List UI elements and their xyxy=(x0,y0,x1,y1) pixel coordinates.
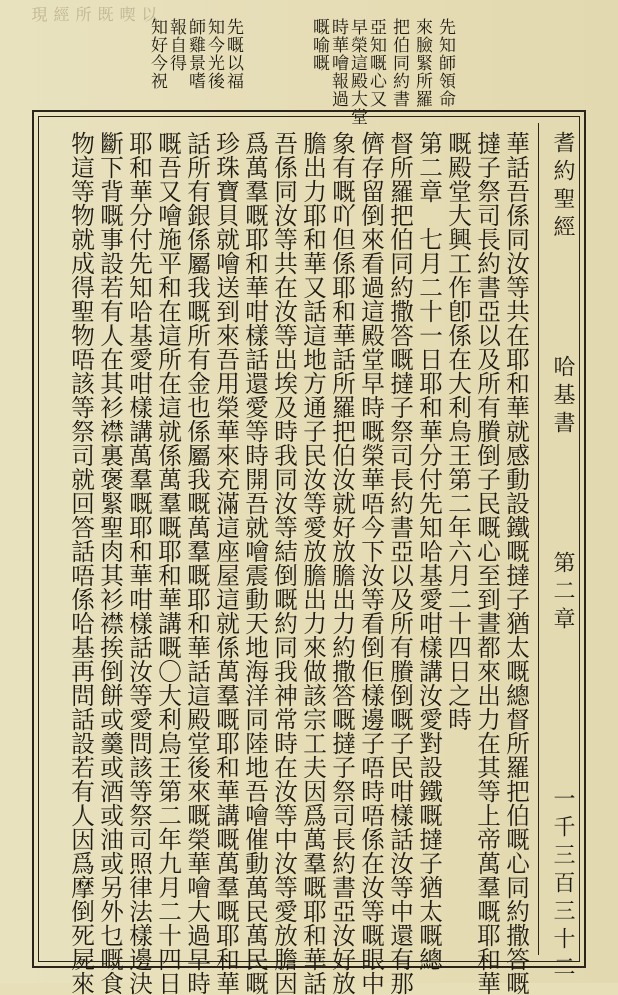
text-frame xyxy=(32,110,586,995)
text-column: 儕存留倒來看過這殿堂早時嘅榮華唔今下汝等看倒佢樣邊子唔時唔係在汝等嘅眼中 xyxy=(357,131,385,995)
text-column: 物這等物就成得聖物唔該等祭司就回答話唔係哈基再問話設若有人因爲摩倒死屍來 xyxy=(67,131,95,995)
text-column: 膽出力耶和華又話這地方通子民汝等愛放膽出力來做該宗工夫因爲萬羣嘅耶和華話 xyxy=(299,131,327,995)
headnote-faded: 既 xyxy=(95,6,114,23)
headnote-faded: 以 xyxy=(139,6,158,23)
text-column: 嘅吾又噲施平和在這所在這就係萬羣嘅耶和華講嘅〇大利烏王第二年九月二十四日 xyxy=(154,131,182,995)
headnote-column: 亞知嘅心又 xyxy=(366,18,386,108)
text-column: 話所有銀係屬我嘅所有金也係屬我嘅萬羣嘅耶和華話這殿堂後來嘅榮華噲大過早時 xyxy=(183,131,211,995)
headnote-column: 知今光後 xyxy=(204,18,224,90)
text-column: 嘅殿堂大興工作卽係在大利烏王第二年六月二十四日之時 xyxy=(444,131,472,731)
headnote-faded: 經 xyxy=(51,6,70,23)
headnote-column: 先知師領命 xyxy=(435,18,455,108)
book-title: 耆約聖經 xyxy=(550,131,575,243)
headnote-column: 知好今祝 xyxy=(147,18,167,90)
text-frame-inner xyxy=(38,116,580,995)
headnote-column: 報自得 xyxy=(166,18,186,72)
header-divider xyxy=(538,123,539,955)
headnote-faded: 現 xyxy=(29,6,48,23)
headnote-column: 來臉緊所羅 xyxy=(412,18,432,108)
headnote-column: 先嘅以福 xyxy=(223,18,243,90)
headnote-column: 師雞景嗜 xyxy=(185,18,205,90)
page-number: 一千三百三十二 xyxy=(550,787,575,983)
text-column: 耶和華分付先知哈基愛咁樣講萬羣嘅耶和華咁樣話汝等愛問該等祭司照律法樣邊決 xyxy=(125,131,153,995)
text-column: 爲萬羣嘅耶和華咁樣話還愛等時開吾就噲震動天地海洋同陸地吾噲催動萬民萬民嘅 xyxy=(241,131,269,995)
headnote-faded: 喫 xyxy=(117,6,136,23)
text-column: 吾係同汝等共在汝等出埃及時我同汝等結倒嘅約同我神常時在汝等中汝等愛放膽因 xyxy=(270,131,298,995)
text-column: 撻子祭司長約書亞以及所有賸倒子民嘅心至到晝都來出力在其等上帝萬羣嘅耶和華 xyxy=(473,131,501,995)
text-column: 督所羅把伯同約撒答嘅撻子祭司長約書亞以及所有賸倒嘅子民咁樣話汝等中還有那 xyxy=(386,131,414,995)
chapter-label: 第二章 xyxy=(550,551,575,635)
text-column: 第二章 七月二十一日耶和華分付先知哈基愛咁樣講汝愛對設鐵嘅撻子猶太嘅總 xyxy=(415,131,443,971)
headnote-column: 嘅喻嘅 xyxy=(309,18,329,72)
headnote-faded: 所 xyxy=(73,6,92,23)
text-column: 象有嘅吖但係耶和華話所羅把伯汝就好放膽出力約撒答嘅撻子祭司長約書亞汝好放 xyxy=(328,131,356,995)
book-name: 哈基書 xyxy=(550,355,575,439)
headnote-column: 把伯同約書 xyxy=(389,18,409,108)
text-column: 華話吾係同汝等共在耶和華就感動設鐵嘅撻子猶太嘅總督所羅把伯嘅心同約撒答嘅 xyxy=(502,131,530,995)
running-header xyxy=(551,131,573,983)
text-column: 斷下背嘅事設若有人在其衫襟裏褒緊聖肉其衫襟挨倒餅或羹或酒或油或另外乜嘅食 xyxy=(96,131,124,995)
headnote-column: 時華噲報過 xyxy=(328,18,348,108)
text-column: 珍珠寶貝就噲送到來吾用榮華來充滿這座屋這就係萬羣嘅耶和華講嘅萬羣嘅耶和華 xyxy=(212,131,240,995)
headnote-column: 早榮這殿大堂 xyxy=(347,18,367,126)
